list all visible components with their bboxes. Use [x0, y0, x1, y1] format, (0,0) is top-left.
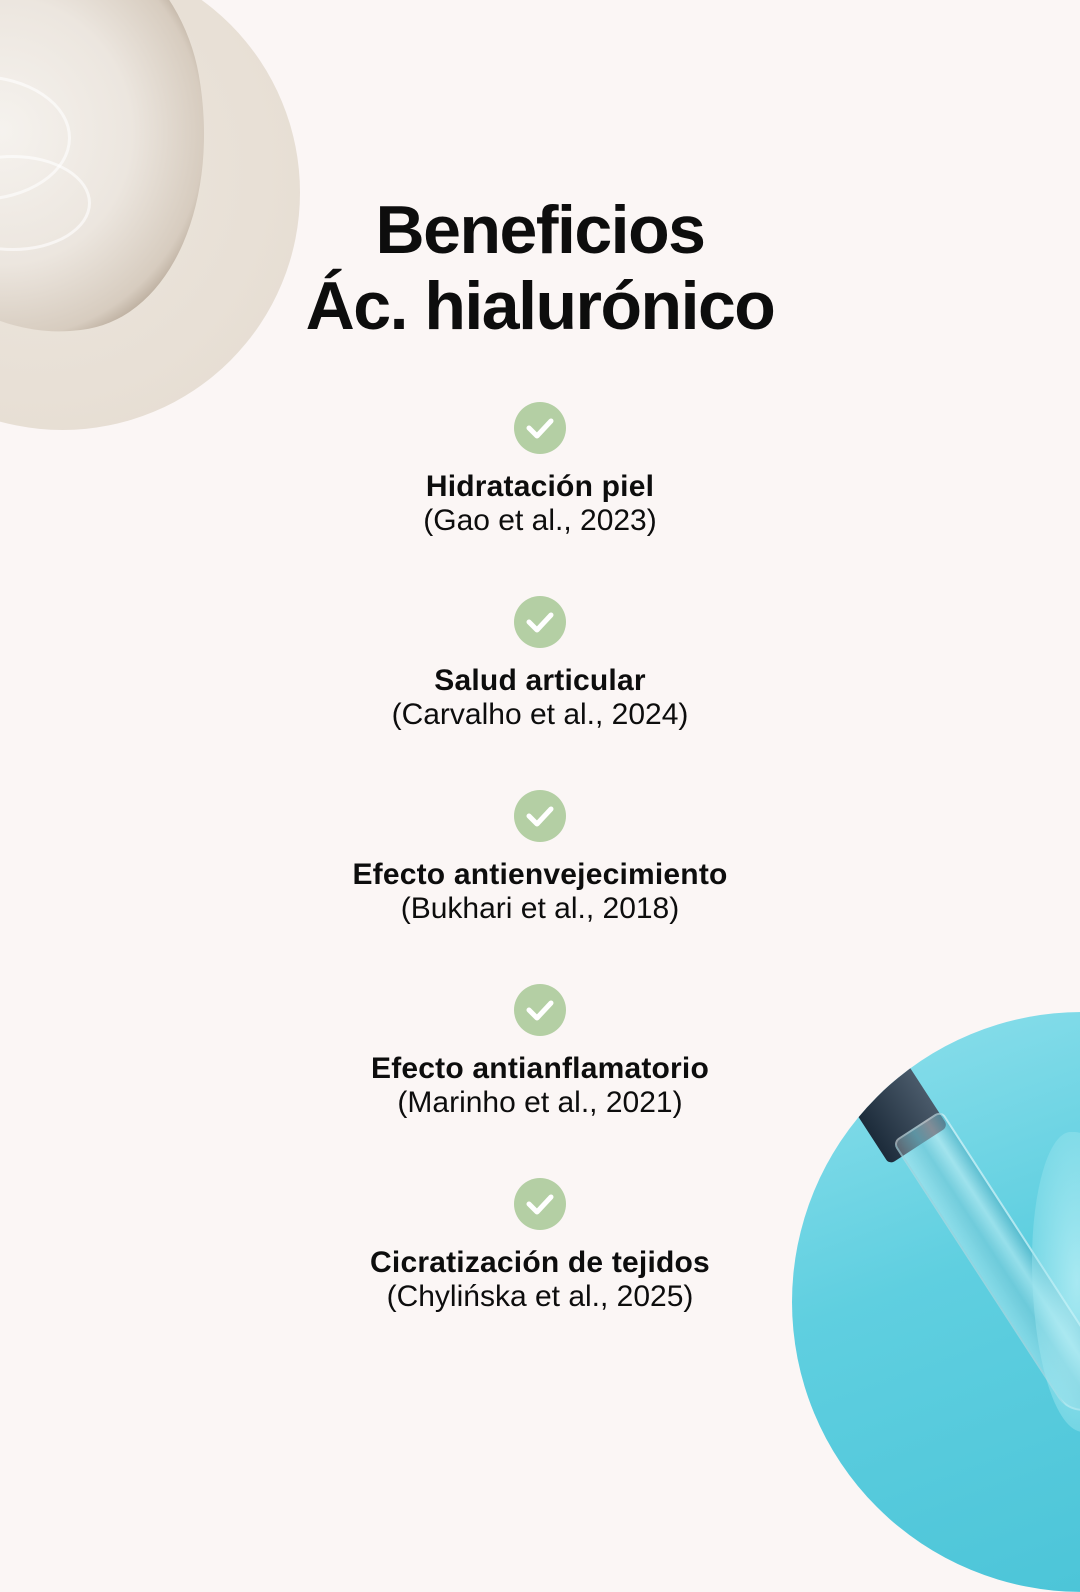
- check-circle-icon: [514, 596, 566, 648]
- benefit-item: [0, 790, 1080, 926]
- title-line-2: Ác. hialurónico: [305, 268, 775, 344]
- check-circle-icon: [514, 1178, 566, 1230]
- check-circle-icon: [514, 790, 566, 842]
- benefit-citation: (Gao et al., 2023): [423, 504, 657, 537]
- benefit-item: [0, 596, 1080, 732]
- check-circle-icon: [514, 984, 566, 1036]
- benefit-citation: (Bukhari et al., 2018): [400, 892, 680, 925]
- page-title: [0, 192, 1080, 344]
- title-line-1: Beneficios: [375, 192, 705, 268]
- benefit-item: [0, 1178, 1080, 1314]
- benefit-citation: (Marinho et al., 2021): [397, 1086, 683, 1119]
- benefit-citation: (Carvalho et al., 2024): [391, 698, 689, 731]
- check-circle-icon: [514, 402, 566, 454]
- benefit-citation: (Chylińska et al., 2025): [386, 1280, 694, 1313]
- benefit-title: Cicratización de tejidos: [370, 1246, 710, 1279]
- benefit-title: Hidratación piel: [425, 470, 655, 503]
- benefit-title: Salud articular: [434, 664, 646, 697]
- benefit-title: Efecto antienvejecimiento: [352, 858, 728, 891]
- benefit-item: [0, 402, 1080, 538]
- benefit-item: [0, 984, 1080, 1120]
- benefit-title: Efecto antianflamatorio: [371, 1052, 709, 1085]
